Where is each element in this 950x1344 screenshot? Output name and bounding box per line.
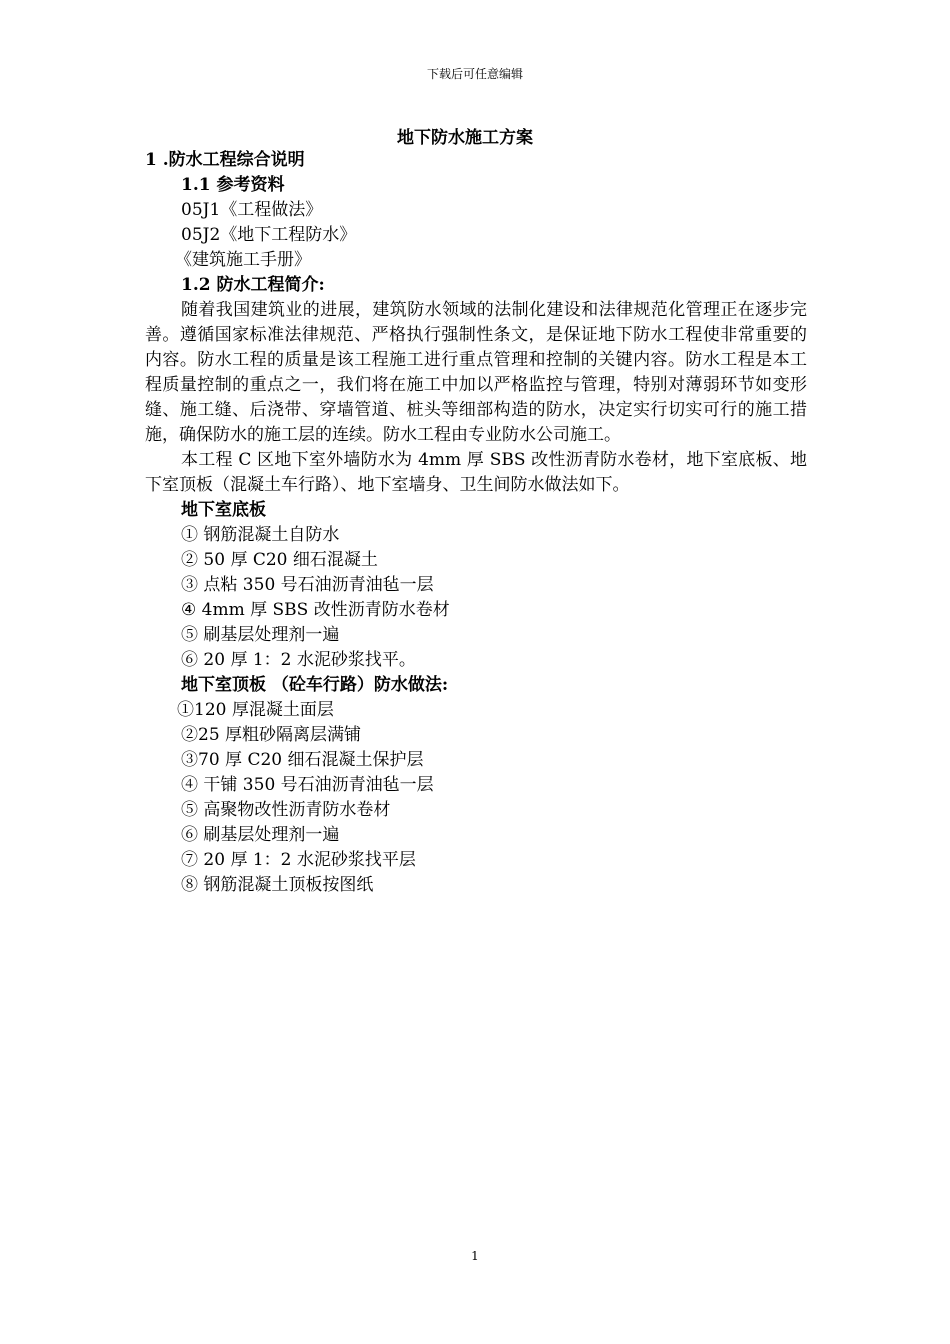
reference-item: 《建筑施工手册》 [175, 250, 311, 270]
basement-roof-heading: 地下室顶板 （砼车行路）防水做法: [181, 675, 449, 695]
list-item: ④ 干铺 350 号石油沥青油毡一层 [181, 775, 434, 795]
page-number: 1 [471, 1249, 479, 1263]
list-item: ⑥ 20 厚 1：2 水泥砂浆找平。 [181, 650, 416, 670]
reference-item: 05J2《地下工程防水》 [181, 225, 357, 245]
page-header: 下载后可任意编辑 [426, 67, 523, 81]
list-item: ⑦ 20 厚 1：2 水泥砂浆找平层 [181, 850, 416, 870]
list-item: ④ 4mm 厚 SBS 改性沥青防水卷材 [181, 600, 450, 620]
section-1-heading: 1 .防水工程综合说明 [145, 150, 305, 170]
section-1-2-heading: 1.2 防水工程简介: [181, 275, 325, 295]
list-item: ③70 厚 C20 细石混凝土保护层 [181, 750, 424, 770]
scope-paragraph: 本工程 C 区地下室外墙防水为 4mm 厚 SBS 改性沥青防水卷材，地下室底板、地下室顶板（混凝土车行路）、地下室墙身、卫生间防水做法如下。 [145, 450, 807, 495]
document-body [145, 148, 807, 898]
list-item: ⑥ 刷基层处理剂一遍 [181, 825, 340, 845]
basement-floor-heading: 地下室底板 [181, 500, 266, 520]
list-item: ① 钢筋混凝土自防水 [181, 525, 340, 545]
list-item: ⑤ 高聚物改性沥青防水卷材 [181, 800, 391, 820]
section-1-1-heading: 1.1 参考资料 [181, 175, 285, 195]
list-item: ①120 厚混凝土面层 [177, 700, 334, 720]
list-item: ⑤ 刷基层处理剂一遍 [181, 625, 340, 645]
intro-paragraph: 随着我国建筑业的进展，建筑防水领域的法制化建设和法律规范化管理正在逐步完善。遵循国家标准法律规范、严格执行强制性条文，是保证地下防水工程使非常重要的内容。防水工程的质量是该工程施工进行重点管理和控制的关键内容。防水工程是本工程质量控制的重点之一，我们将在施工中加以严格监控与管理，特别对薄弱环节如变形缝、施工缝、后浇带、穿墙管道、桩头等细部构造的防水，决定实行切实可行的施工措施，确保防水的施工层的连续。防水工程由专业防水公司施工。 [145, 300, 807, 445]
list-item: ② 50 厚 C20 细石混凝土 [181, 550, 378, 570]
list-item: ②25 厚粗砂隔离层满铺 [181, 725, 362, 745]
document-title: 地下防水施工方案 [397, 128, 533, 148]
reference-item: 05J1《工程做法》 [181, 200, 323, 220]
list-item: ③ 点粘 350 号石油沥青油毡一层 [181, 575, 434, 595]
list-item: ⑧ 钢筋混凝土顶板按图纸 [181, 875, 374, 895]
